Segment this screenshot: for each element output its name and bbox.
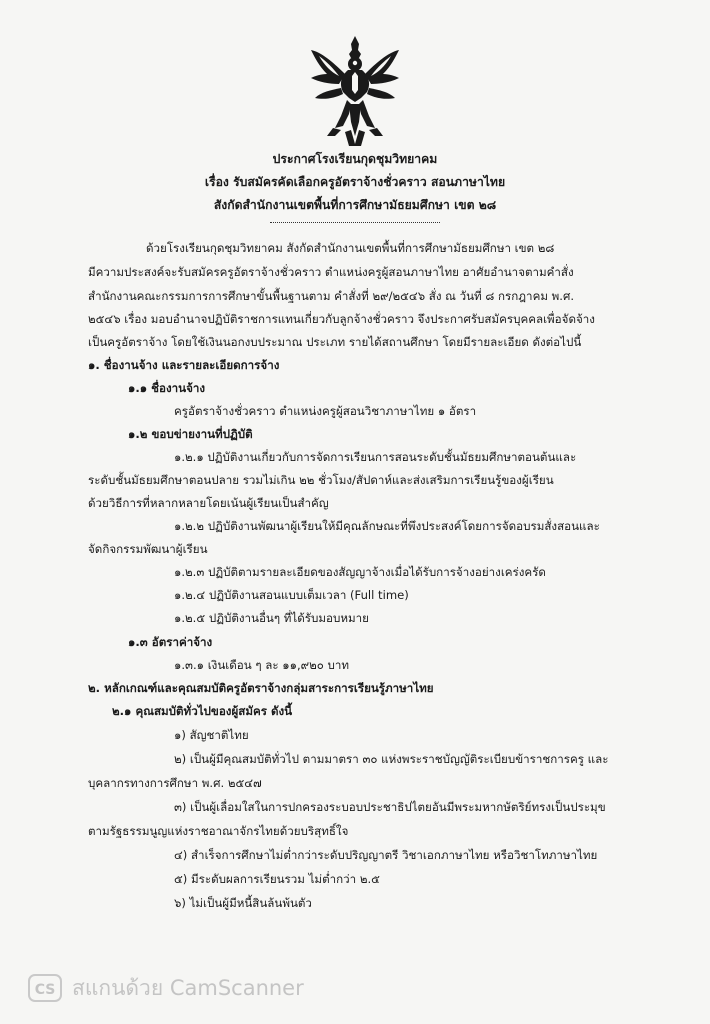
section-1-title: ๑. ชื่องานจ้าง และรายละเอียดการจ้าง [88, 358, 280, 372]
section-1-2-1-line: ระดับชั้นมัธยมศึกษาตอนปลาย รวมไม่เกิน ๒๒ ชั่วโมง/สัปดาห์และส่งเสริมการเรียนรู้ของผู้เรียน [88, 473, 554, 487]
section-1-2-1-line: ด้วยวิธีการที่หลากหลายโดยเน้นผู้เรียนเป็นสำคัญ [88, 496, 329, 510]
announcement-affiliation: สังกัดสำนักงานเขตพื้นที่การศึกษามัธยมศึกษา เขต ๒๘ [213, 198, 497, 212]
intro-line: เป็นครูอัตราจ้าง โดยใช้เงินนอกงบประมาณ ประเภท รายได้สถานศึกษา โดยมีรายละเอียด ดังต่อไปนี้ [88, 335, 582, 349]
section-1-3-title: ๑.๓ อัตราค่าจ้าง [128, 635, 213, 649]
qualification-item: ๕) มีระดับผลการเรียนรวม ไม่ต่ำกว่า ๒.๕ [174, 872, 380, 886]
camscanner-watermark: สแกนด้วย CamScanner [72, 976, 304, 1000]
qualification-item: ตามรัฐธรรมนูญแห่งราชอาณาจักรไทยด้วยบริสุทธิ์ใจ [88, 824, 349, 838]
section-1-3-1-line: ๑.๓.๑ เงินเดือน ๆ ละ ๑๑,๙๒๐ บาท [174, 658, 350, 672]
dotted-divider [270, 222, 440, 223]
intro-line: ๒๕๔๖ เรื่อง มอบอำนาจปฏิบัติราชการแทนเกี่ยวกับลูกจ้างชั่วคราว จึงประกาศรับสมัครบุคคลเพื่อจัดจ้าง [88, 312, 595, 326]
announcement-subject: เรื่อง รับสมัครคัดเลือกครูอัตราจ้างชั่วคราว สอนภาษาไทย [204, 175, 506, 189]
section-2-title: ๒. หลักเกณฑ์และคุณสมบัติครูอัตราจ้างกลุ่มสาระการเรียนรู้ภาษาไทย [88, 681, 434, 695]
camscanner-logo-icon: CS [28, 974, 62, 1002]
intro-line: มีความประสงค์จะรับสมัครครูอัตราจ้างชั่วคราว ตำแหน่งครูผู้สอนภาษาไทย อาศัยอำนาจตามคำสั่ง [88, 265, 574, 279]
section-2-1-title: ๒.๑ คุณสมบัติทั่วไปของผู้สมัคร ดังนี้ [112, 704, 293, 718]
intro-line: สำนักงานคณะกรรมการการศึกษาขั้นพื้นฐานตาม คำสั่งที่ ๒๙/๒๕๔๖ สั่ง ณ วันที่ ๘ กรกฎาคม พ.ศ. [88, 289, 575, 303]
section-1-2-3-line: ๑.๒.๓ ปฏิบัติตามรายละเอียดของสัญญาจ้างเมื่อได้รับการจ้างอย่างเคร่งครัด [174, 565, 546, 579]
section-1-2-2-line: ๑.๒.๒ ปฏิบัติงานพัฒนาผู้เรียนให้มีคุณลักษณะที่พึงประสงค์โดยการจัดอบรมสั่งสอนและ [174, 519, 600, 533]
qualification-item: บุคลากรทางการศึกษา พ.ศ. ๒๕๔๗ [88, 776, 262, 790]
qualification-item: ๖) ไม่เป็นผู้มีหนี้สินล้นพ้นตัว [174, 896, 312, 910]
section-1-2-title: ๑.๒ ขอบข่ายงานที่ปฏิบัติ [128, 427, 253, 441]
section-1-2-5-line: ๑.๒.๕ ปฏิบัติงานอื่นๆ ที่ได้รับมอบหมาย [174, 611, 369, 625]
announcement-heading: ประกาศโรงเรียนกุดชุมวิทยาคม [272, 152, 438, 166]
section-1-1-text: ครูอัตราจ้างชั่วคราว ตำแหน่งครูผู้สอนวิชาภาษาไทย ๑ อัตรา [174, 404, 477, 418]
qualification-item: ๔) สำเร็จการศึกษาไม่ต่ำกว่าระดับปริญญาตรี วิชาเอกภาษาไทย หรือวิชาโทภาษาไทย [174, 848, 598, 862]
intro-line: ด้วยโรงเรียนกุดชุมวิทยาคม สังกัดสำนักงานเขตพื้นที่การศึกษามัธยมศึกษา เขต ๒๘ [146, 241, 555, 255]
section-1-1-title: ๑.๑ ชื่องานจ้าง [128, 381, 206, 395]
section-1-2-2-line: จัดกิจกรรมพัฒนาผู้เรียน [88, 542, 208, 556]
qualification-item: ๓) เป็นผู้เลื่อมใสในการปกครองระบอบประชาธิปไตยอันมีพระมหากษัตริย์ทรงเป็นประมุข [174, 800, 606, 814]
qualification-item: ๒) เป็นผู้มีคุณสมบัติทั่วไป ตามมาตรา ๓๐ แห่งพระราชบัญญัติระเบียบข้าราชการครู และ [174, 752, 609, 766]
qualification-item: ๑) สัญชาติไทย [174, 728, 249, 742]
section-1-2-4-line: ๑.๒.๔ ปฏิบัติงานสอนแบบเต็มเวลา (Full time) [174, 588, 409, 602]
garuda-emblem-icon [305, 32, 405, 150]
section-1-2-1-line: ๑.๒.๑ ปฏิบัติงานเกี่ยวกับการจัดการเรียนการสอนระดับชั้นมัธยมศึกษาตอนต้นและ [174, 450, 577, 464]
